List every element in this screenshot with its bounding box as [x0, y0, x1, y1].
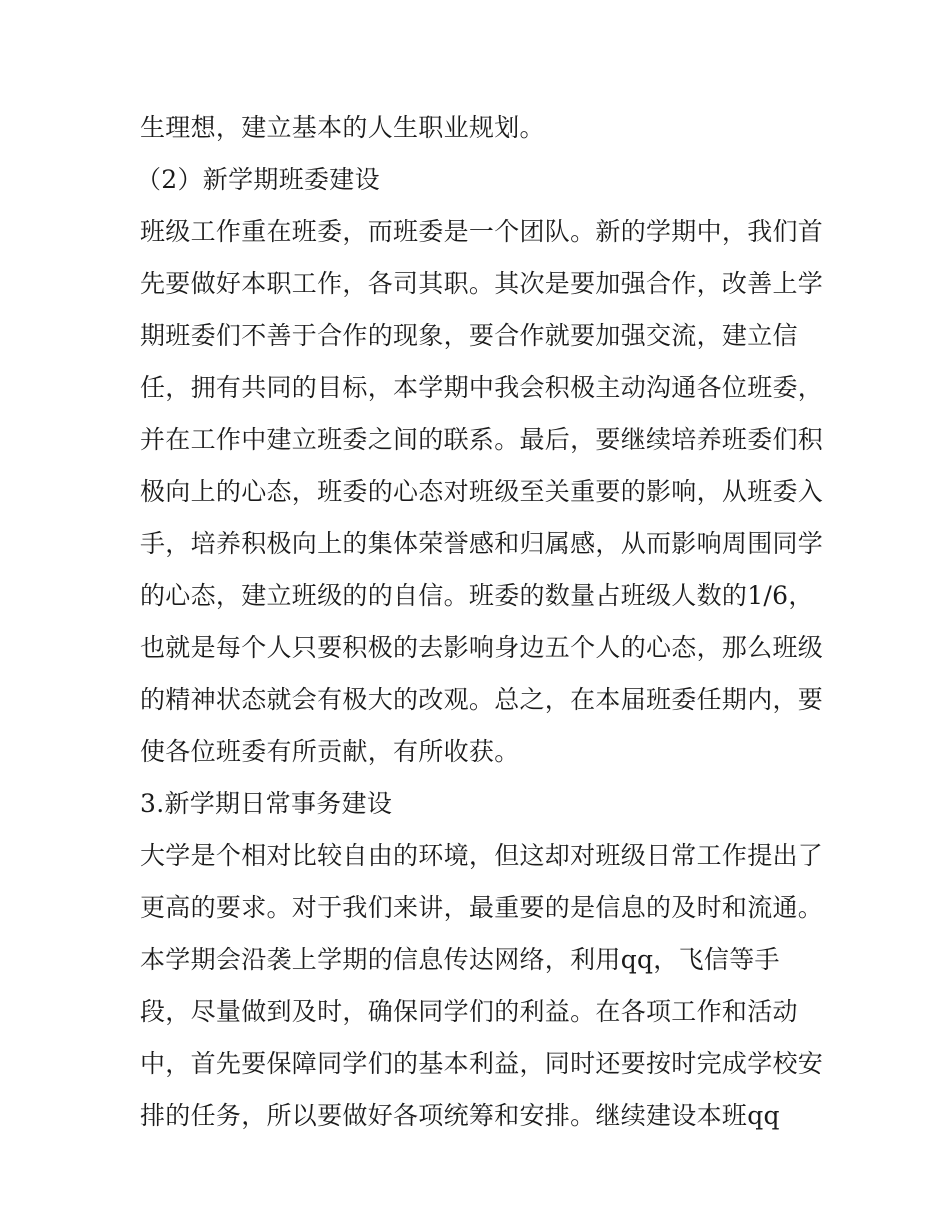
- text-line: 极向上的心态，班委的心态对班级至关重要的影响，从班委入: [140, 477, 824, 506]
- text-line: 大学是个相对比较自由的环境，但这却对班级日常工作提出了: [140, 841, 824, 870]
- text-line: 班级工作重在班委，而班委是一个团队。新的学期中，我们首: [140, 217, 824, 246]
- text-line: 中，首先要保障同学们的基本利益，同时还要按时完成学校安: [140, 1049, 824, 1078]
- text-line: 本学期会沿袭上学期的信息传达网络，利用qq，飞信等手: [140, 945, 780, 974]
- text-line: 段，尽量做到及时，确保同学们的利益。在各项工作和活动: [140, 997, 798, 1026]
- text-line: 也就是每个人只要积极的去影响身边五个人的心态，那么班级: [140, 633, 824, 662]
- text-line: 排的任务，所以要做好各项统筹和安排。继续建设本班qq: [140, 1101, 780, 1130]
- text-line: 的精神状态就会有极大的改观。总之，在本届班委任期内，要: [140, 685, 824, 714]
- text-line: 期班委们不善于合作的现象，要合作就要加强交流，建立信: [140, 321, 798, 350]
- text-line: 的心态，建立班级的的自信。班委的数量占班级人数的1/6，: [140, 581, 814, 610]
- text-line: 任，拥有共同的目标，本学期中我会积极主动沟通各位班委，: [140, 373, 824, 402]
- text-line: 生理想，建立基本的人生职业规划。: [140, 113, 545, 142]
- text-line: 并在工作中建立班委之间的联系。最后，要继续培养班委们积: [140, 425, 824, 454]
- text-line: 手，培养积极向上的集体荣誉感和归属感，从而影响周围同学: [140, 529, 824, 558]
- text-line: 使各位班委有所贡献，有所收获。: [140, 737, 520, 766]
- text-line: 先要做好本职工作，各司其职。其次是要加强合作，改善上学: [140, 269, 824, 298]
- section-heading: （2）新学期班委建设: [136, 165, 380, 194]
- text-line: 更高的要求。对于我们来讲，最重要的是信息的及时和流通。: [140, 893, 824, 922]
- section-heading: 3.新学期日常事务建设: [140, 789, 393, 818]
